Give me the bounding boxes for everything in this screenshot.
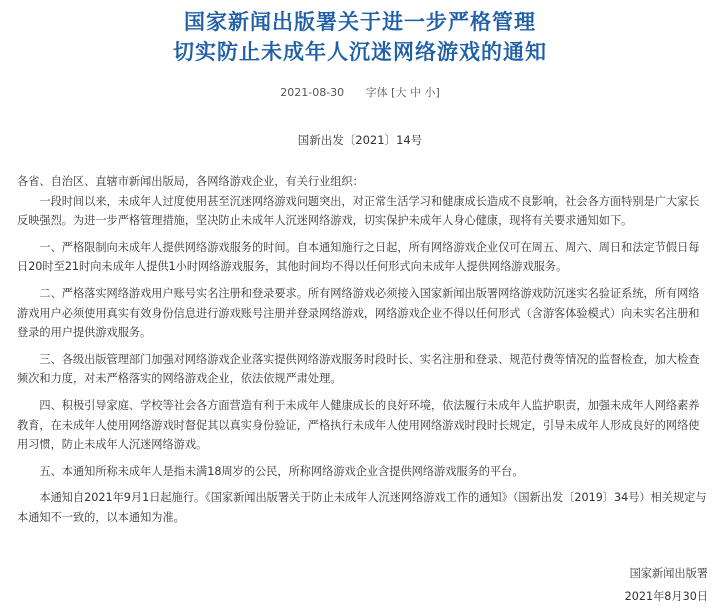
paragraph-intro: 一段时间以来，未成年人过度使用甚至沉迷网络游戏问题突出，对正常生活学习和健康成长造成不良影响，社会各方面特别是广大家长反映强烈。为进一步严格管理措施，坚决防止未成年人沉迷网络游戏，切实保护未成年人身心健康，现将有关要求通知如下。 bbox=[17, 194, 700, 228]
paragraph-5: 五、本通知所称未成年人是指未满18周岁的公民，所称网络游戏企业含提供网络游戏服务的平台。 bbox=[39, 464, 524, 478]
font-size-bracket-close: ] bbox=[435, 86, 440, 99]
signature-date: 2021年8月30日 bbox=[624, 590, 708, 603]
meta-bar bbox=[0, 84, 720, 100]
signature-org: 国家新闻出版署 bbox=[629, 567, 708, 580]
notice-title-line-2: 切实防止未成年人沉迷网络游戏的通知 bbox=[173, 40, 547, 64]
publish-date: 2021-08-30 bbox=[280, 86, 345, 99]
font-size-label: 字体 bbox=[365, 86, 388, 99]
font-size-medium-link[interactable]: 中 bbox=[409, 86, 421, 99]
font-size-small-link[interactable]: 小 bbox=[424, 86, 436, 99]
paragraph-3: 三、各级出版管理部门加强对网络游戏企业落实提供网络游戏服务时段时长、实名注册和登录、规范付费等情况的监督检查，加大检查频次和力度，对未严格落实的网络游戏企业，依法依规严肃处理。 bbox=[17, 352, 700, 386]
salutation: 各省、自治区、直辖市新闻出版局，各网络游戏企业，有关行业组织： bbox=[17, 175, 364, 188]
paragraph-effective: 本通知自2021年9月1日起施行。《国家新闻出版署关于防止未成年人沉迷网络游戏工作的通知》（国新出发〔2019〕34号）相关规定与本通知不一致的，以本通知为准。 bbox=[17, 491, 707, 524]
paragraph-1: 一、严格限制向未成年人提供网络游戏服务的时间。自本通知施行之日起，所有网络游戏企业仅可在周五、周六、周日和法定节假日每日20时至21时向未成年人提供1小时网络游戏服务，其他时间均不得以任何形式向未成年人提供网络游戏服务。 bbox=[17, 240, 700, 274]
paragraph-2: 二、严格落实网络游戏用户账号实名注册和登录要求。所有网络游戏必须接入国家新闻出版署网络游戏防沉迷实名验证系统，所有网络游戏用户必须使用真实有效身份信息进行游戏账号注册并登录网络游戏，网络游戏企业不得以任何形式（含游客体验模式）向未实名注册和登录的用户提供游戏服务。 bbox=[17, 286, 700, 340]
notice-title-line-1: 国家新闻出版署关于进一步严格管理 bbox=[184, 10, 536, 34]
font-size-bracket-open: [ bbox=[391, 86, 396, 99]
paragraph-4: 四、积极引导家庭、学校等社会各方面营造有利于未成年人健康成长的良好环境，依法履行未成年人监护职责，加强未成年人网络素养教育，在未成年人使用网络游戏时督促其以真实身份验证，严格执行未成年人使用网络游戏时段时长规定，引导未成年人形成良好的网络使用习惯，防止未成年人沉迷网络游戏。 bbox=[17, 398, 700, 452]
document-number: 国新出发〔2021〕14号 bbox=[297, 133, 423, 147]
font-size-large-link[interactable]: 大 bbox=[395, 86, 407, 99]
notice-body bbox=[17, 172, 709, 535]
